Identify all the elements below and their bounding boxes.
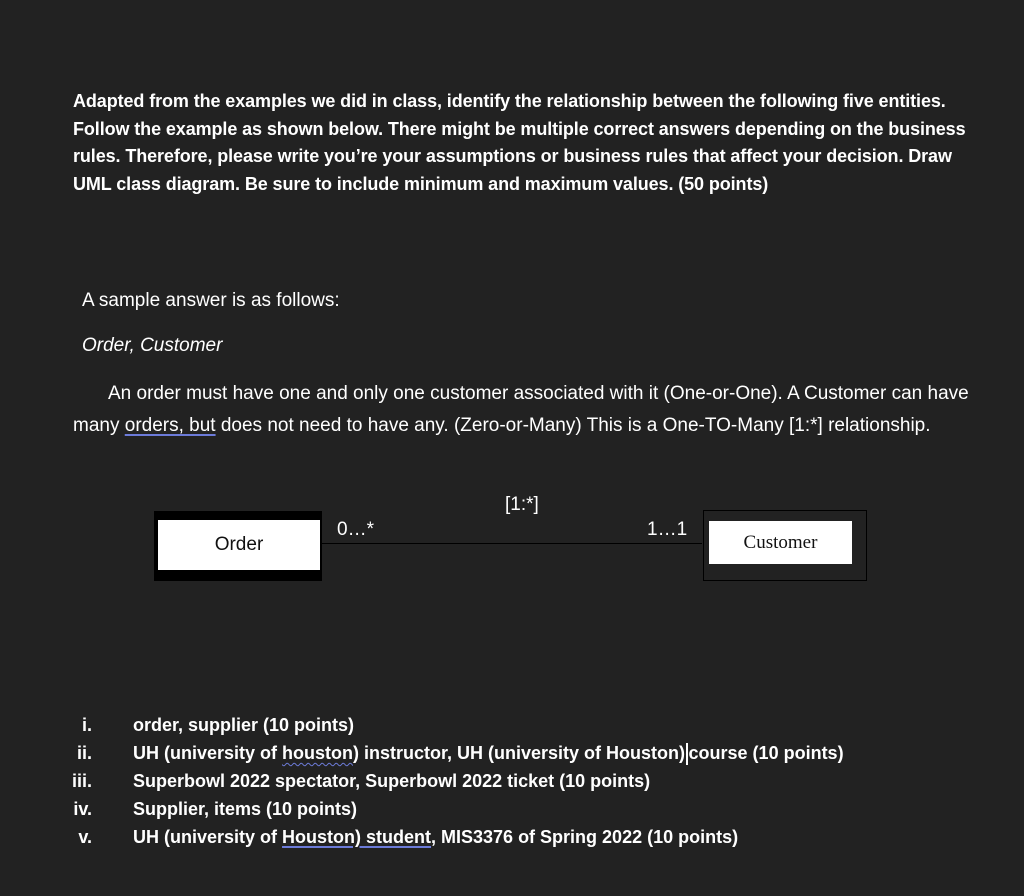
list-item [40,739,1000,767]
sample-text-part2: does not need to have any. (Zero-or-Many) This is a One-TO-Many [1:*] relationship. [215,414,931,436]
customer-class-box: Customer [709,521,852,564]
list-item [40,823,1000,851]
list-item [40,767,1000,795]
text-cursor [686,743,688,765]
question-prompt: Adapted from the examples we did in class, identify the relationship between the following five entities. Follow the example as shown below. There might be multiple correct answers depending on the business rules. Therefore, please write you’re your assumptions or business rules that affect your decision. Draw UML class diagram. Be sure to include minimum and maximum values. (50 points) [73,91,966,194]
right-multiplicity: 1…1 [647,519,688,540]
sample-text-underlined: orders, but [124,414,216,436]
list-text: UH (university of Houston) student, MIS3376 of Spring 2022 (10 points) [133,827,739,847]
list-text: Superbowl 2022 spectator, Superbowl 2022 ticket (10 points) [133,771,651,791]
sample-text-part1: An order must have one and only one customer associated with it (One-or-One). A Customer can have many [73,383,969,436]
list-text: order, supplier (10 points) [133,715,355,735]
sample-entities: Order, Customer [82,335,223,356]
sample-heading: A sample answer is as follows: [82,290,340,311]
list-number: i. [81,715,92,735]
list-number: v. [78,827,92,847]
list-item [40,711,1000,739]
list-number: ii. [76,743,92,763]
list-text: Supplier, items (10 points) [133,799,358,819]
relationship-label: [1:*] [505,494,539,515]
list-text: UH (university of houston) instructor, UH (university of Houston) course (10 points) [133,739,844,767]
list-item [40,795,1000,823]
sample-answer-paragraph [73,378,973,441]
association-line [322,543,702,544]
left-multiplicity: 0…* [337,519,374,540]
list-number: iii. [71,771,92,791]
order-class-box: Order [158,520,320,570]
question-list [40,711,1000,851]
list-number: iv. [73,799,92,819]
